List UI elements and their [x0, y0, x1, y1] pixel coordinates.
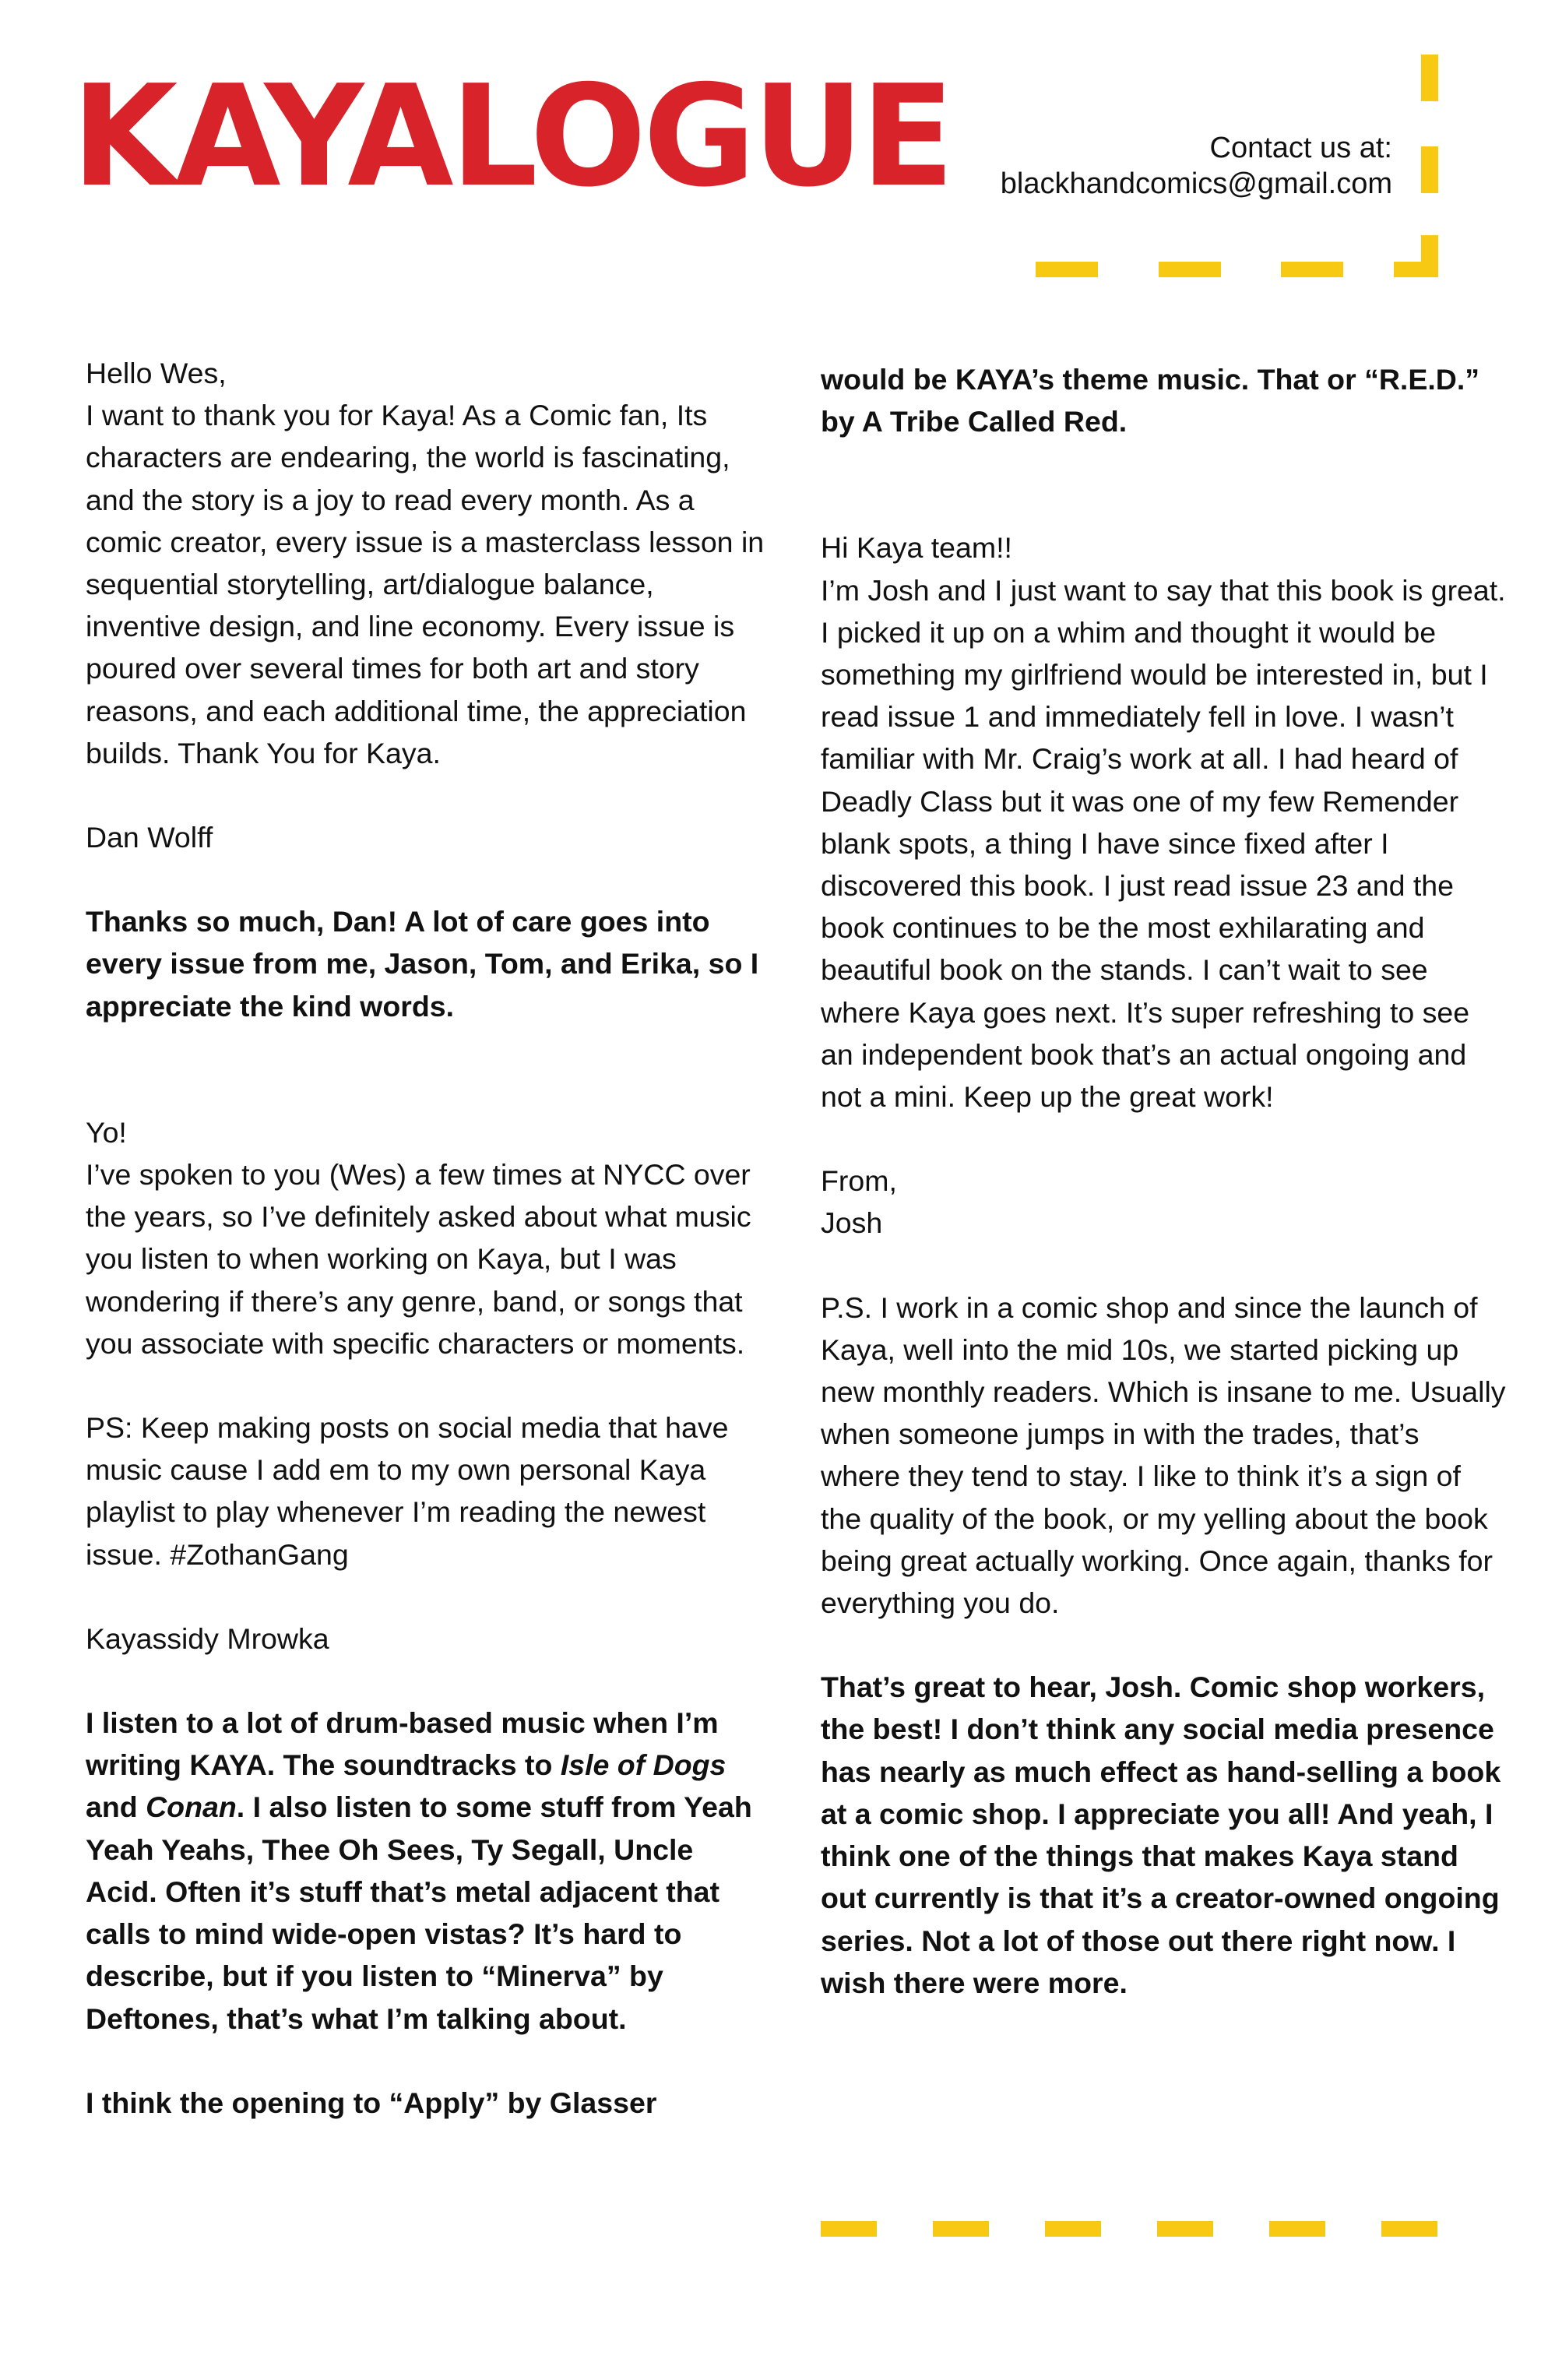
letter2-body: I’ve spoken to you (Wes) a few times at NYCC over the years, so I’ve definitely asked about what music you listen to when working on Kaya, but I was wondering if there’s any genre, band, or songs that you associate with specific characters or moments.: [86, 1158, 751, 1360]
letter2-reply-part-c: . I also listen to some stuff from Yeah Yeah Yeahs, Thee Oh Sees, Ty Segall, Uncle Acid. Often it’s stuff that’s metal adjacent that calls to mind wide-open vistas? It’s hard to describe, but if you listen to “Minerva” by Deftones, that’s what I’m talking about.: [86, 1790, 752, 2035]
letter2-reply-part-a: I listen to a lot of drum-based music when I’m writing KAYA. The soundtracks to: [86, 1706, 719, 1782]
corner-dash-vertical-1: [1421, 55, 1438, 101]
letter3-body: I’m Josh and I just want to say that this book is great. I picked it up on a whim and thought it would be something my girlfriend would be interested in, but I read issue 1 and immediately fell in love. I wasn’t familiar with Mr. Craig’s work at all. I had heard of Deadly Class but it was one of my few Remender blank spots, a thing I have since fixed after I discovered this book. I just read issue 23 and the book continues to be the most exhilarating and beautiful book on the stands. I can’t wait to see where Kaya goes next. It’s super refreshing to see an independent book that’s an actual ongoing and not a mini. Keep up the great work!: [821, 573, 1506, 1114]
letter1-body: I want to thank you for Kaya! As a Comic fan, Its characters are endearing, the world is fascinating, and the story is a joy to read every month. As a comic creator, every issue is a masterclass lesson in sequential storytelling, art/dialogue balance, inventive design, and line economy. Every issue is poured over several times for both art and story reasons, and each additional time, the appreciation builds. Thank You for Kaya.: [86, 399, 765, 769]
corner-dash-horizontal-2: [1159, 262, 1221, 277]
letter1-greeting: Hello Wes,: [86, 357, 227, 389]
bottom-dash-4: [1157, 2221, 1213, 2237]
letter2-greeting: Yo!: [86, 1115, 127, 1149]
bottom-dash-6: [1381, 2221, 1437, 2237]
contact-block: [1001, 131, 1392, 202]
letter3-signoff: From,: [821, 1164, 897, 1198]
letter3-signature: Josh: [821, 1206, 883, 1240]
corner-dash-horizontal-3: [1281, 262, 1343, 277]
masthead-title: KAYALOGUE: [72, 55, 952, 218]
letter1-signature: Dan Wolff: [86, 821, 213, 854]
letter2-reply-title-2: Conan: [146, 1790, 237, 1824]
letter2-reply-continued: I think the opening to “Apply” by Glasser: [86, 2086, 657, 2119]
letter2-reply-part-b: and: [86, 1790, 146, 1824]
letter2-reply: [86, 1702, 771, 2040]
letter3-greeting: Hi Kaya team!!: [821, 531, 1012, 565]
corner-dash-horizontal-4: [1394, 262, 1438, 277]
bottom-dash-1: [821, 2221, 877, 2237]
corner-dash-horizontal-1: [1036, 262, 1098, 277]
bottom-dash-2: [933, 2221, 989, 2237]
bottom-dash-3: [1045, 2221, 1101, 2237]
right-column: [821, 358, 1506, 2004]
letter2-reply-title-1: Isle of Dogs: [560, 1748, 727, 1782]
corner-dash-vertical-2: [1421, 146, 1438, 193]
letter2-ps: PS: Keep making posts on social media that have music cause I add em to my own personal Kaya playlist to play whenever I’m reading the newest issue. #ZothanGang: [86, 1411, 729, 1571]
bottom-dash-5: [1269, 2221, 1325, 2237]
left-column: [86, 352, 771, 2124]
letter3-reply: That’s great to hear, Josh. Comic shop workers, the best! I don’t think any social media presence has nearly as much effect as hand-selling a book at a comic shop. I appreciate you all! And yeah, I think one of the things that makes Kaya stand out currently is that it’s a creator-owned ongoing series. Not a lot of those out there right now. I wish there were more.: [821, 1671, 1501, 1999]
letter1-reply: Thanks so much, Dan! A lot of care goes into every issue from me, Jason, Tom, and Erika, so I appreciate the kind words.: [86, 905, 759, 1023]
contact-label: Contact us at:: [1209, 132, 1392, 164]
letter2-signature: Kayassidy Mrowka: [86, 1621, 329, 1655]
contact-email[interactable]: blackhandcomics@gmail.com: [1000, 167, 1392, 200]
letter2-reply-continuation: would be KAYA’s theme music. That or “R.E.D.” by A Tribe Called Red.: [821, 363, 1480, 438]
letter3-ps: P.S. I work in a comic shop and since the launch of Kaya, well into the mid 10s, we started picking up new monthly readers. Which is insane to me. Usually when someone jumps in with the trades, that’s where they tend to stay. I like to think it’s a sign of the quality of the book, or my yelling about the book being great actually working. Once again, thanks for everything you do.: [821, 1290, 1506, 1620]
